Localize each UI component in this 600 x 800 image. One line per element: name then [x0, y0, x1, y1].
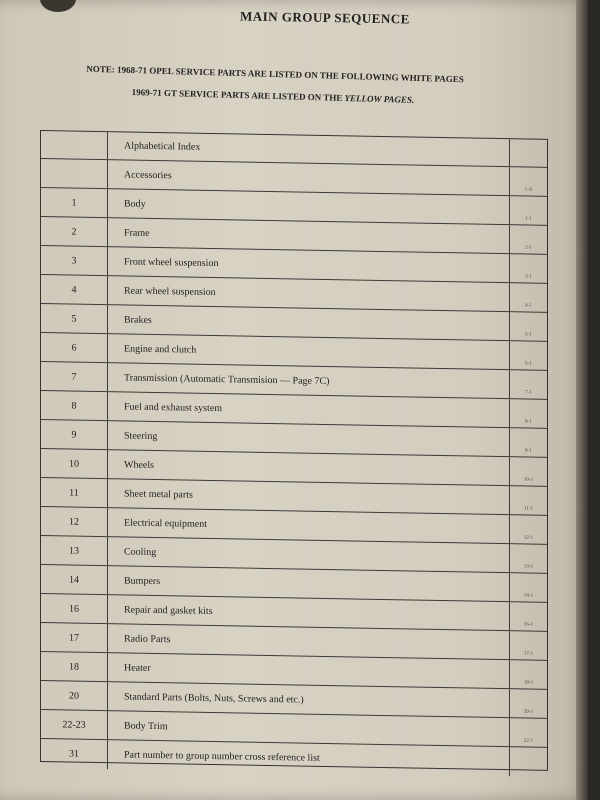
group-name-cell: Sheet metal parts — [108, 479, 510, 514]
group-number-cell: 3 — [41, 246, 108, 275]
group-number-cell: 7 — [41, 362, 108, 391]
group-number-cell — [41, 131, 108, 159]
group-name-cell: Accessories — [108, 160, 510, 195]
page-ref-cell: 9-1 — [525, 448, 532, 454]
page-ref-cell — [510, 747, 547, 777]
note-block — [85, 58, 536, 115]
group-name-cell: Cooling — [108, 537, 510, 572]
group-name-cell: Standard Parts (Bolts, Nuts, Screws and etc.) — [108, 682, 510, 717]
page-ref-cell: 14-1 — [523, 593, 534, 599]
page-ref-cell: 13-1 — [523, 564, 534, 570]
note-line-2-text: 1969-71 GT SERVICE PARTS ARE LISTED ON THE — [131, 86, 345, 103]
page-ref-cell: 12-1 — [523, 535, 534, 541]
page-ref-cell: 11-1 — [524, 506, 533, 512]
group-number-cell: 11 — [41, 478, 108, 507]
page-title: MAIN GROUP SEQUENCE — [239, 8, 410, 27]
group-number-cell: 4 — [41, 275, 108, 304]
group-number-cell: 16 — [41, 594, 108, 623]
group-number-cell: 13 — [41, 536, 108, 565]
page-ref-cell: 2-1 — [525, 245, 532, 251]
note-line-2-italic: YELLOW PAGES. — [344, 92, 415, 105]
note-line-1: NOTE: 1968-71 OPEL SERVICE PARTS ARE LISTED ON THE FOLLOWING WHITE PAGES — [86, 63, 464, 85]
group-number-cell: 31 — [41, 739, 108, 769]
page-ref-cell: 3-1 — [525, 274, 532, 280]
group-number-cell: 10 — [41, 449, 108, 478]
group-name-cell: Wheels — [108, 450, 510, 485]
group-number-cell: 6 — [41, 333, 108, 362]
page-ref-cell: 10-1 — [523, 477, 534, 483]
group-number-cell: 5 — [41, 304, 108, 333]
page-ref-cell: 16-1 — [523, 622, 534, 628]
group-name-cell: Fuel and exhaust system — [108, 392, 510, 427]
group-number-cell: 22-23 — [41, 710, 108, 739]
group-name-cell: Part number to group number cross reference list — [108, 740, 510, 776]
page-ref-cell — [510, 139, 547, 167]
group-number-cell: 18 — [41, 652, 108, 681]
group-number-cell: 2 — [41, 217, 108, 246]
group-name-cell: Rear wheel suspension — [108, 276, 510, 311]
page-ref-cell: 7-1 — [525, 390, 532, 396]
group-name-cell: Heater — [108, 653, 510, 688]
group-number-cell: 12 — [41, 507, 108, 536]
page-ref-cell: 22-1 — [523, 738, 534, 744]
group-number-cell: 20 — [41, 681, 108, 710]
group-name-cell: Engine and clutch — [108, 334, 510, 369]
group-name-cell: Transmission (Automatic Transmision — Page 7C) — [108, 363, 510, 398]
group-name-cell: Radio Parts — [108, 624, 510, 659]
group-name-cell: Front wheel suspension — [108, 247, 510, 282]
group-number-cell: 8 — [41, 391, 108, 420]
group-name-cell: Body — [108, 189, 510, 224]
page-ref-cell: 8-1 — [525, 419, 532, 425]
group-number-cell — [41, 159, 108, 188]
group-name-cell: Alphabetical Index — [108, 132, 510, 166]
group-name-cell: Steering — [108, 421, 510, 456]
group-number-cell: 1 — [41, 188, 108, 217]
group-name-cell: Repair and gasket kits — [108, 595, 510, 630]
page-ref-cell: 18-1 — [523, 680, 534, 686]
group-name-cell: Brakes — [108, 305, 510, 340]
page-ref-cell: 6-1 — [525, 361, 532, 367]
group-name-cell: Frame — [108, 218, 510, 253]
page-ref-cell: 17-1 — [523, 651, 534, 657]
group-number-cell: 14 — [41, 565, 108, 594]
page-ref-cell: 1-1 — [525, 216, 532, 222]
group-number-cell: 9 — [41, 420, 108, 449]
page-ref-cell: 1-A — [524, 187, 533, 193]
group-name-cell: Body Trim — [108, 711, 510, 746]
page-ref-cell: 20-1 — [523, 709, 534, 715]
group-name-cell: Bumpers — [108, 566, 510, 601]
group-index-table — [40, 130, 548, 771]
page-ref-cell: 5-1 — [525, 332, 532, 338]
group-number-cell: 17 — [41, 623, 108, 652]
group-name-cell: Electrical equipment — [108, 508, 510, 543]
page-edge-shadow — [576, 0, 588, 800]
page-ref-cell: 4-1 — [525, 303, 532, 309]
binder-tab — [40, 0, 76, 12]
